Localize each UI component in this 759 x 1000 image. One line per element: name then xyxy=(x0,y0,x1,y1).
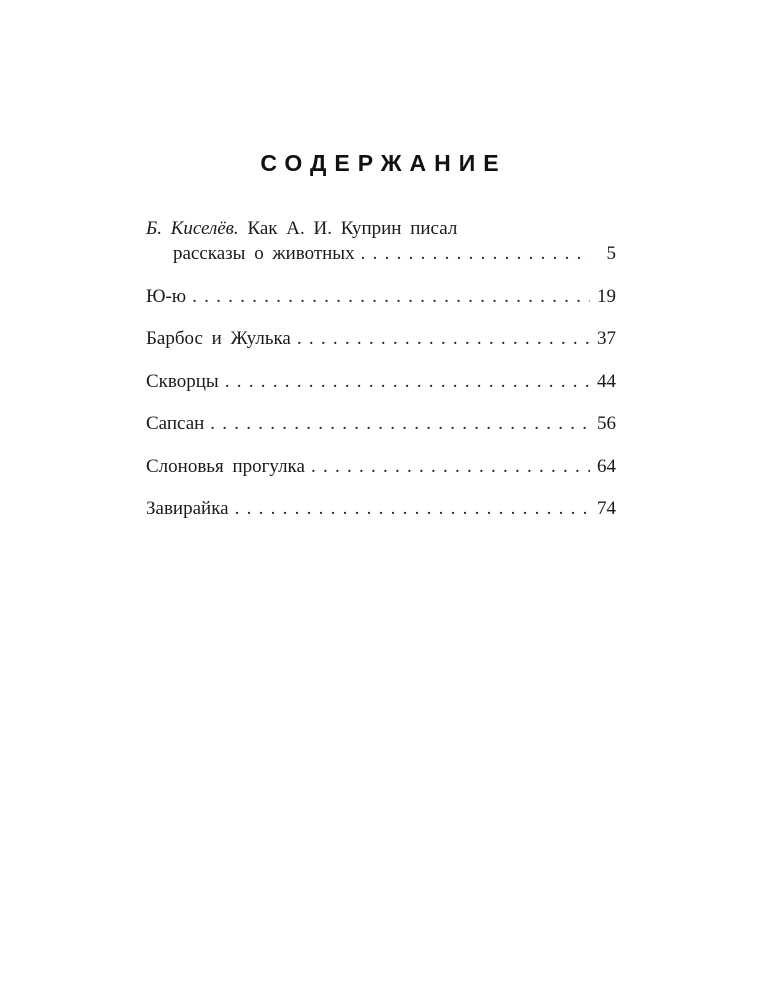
dot-leader xyxy=(235,496,590,521)
toc-entry-title: Скворцы xyxy=(146,370,219,392)
toc-entry-intro-line1 xyxy=(146,216,616,241)
toc-entry-title-line1: Как А. И. Куприн писал xyxy=(247,218,458,239)
toc-entry-title: Барбос и Жулька xyxy=(146,328,291,349)
dot-leader xyxy=(361,241,590,266)
toc-entry-title: Ю-ю xyxy=(146,285,187,307)
toc-entry-page: 44 xyxy=(597,370,616,392)
toc-entry-title-line2: рассказы о животных xyxy=(173,243,355,264)
dot-leader xyxy=(210,411,590,436)
dot-leader xyxy=(192,284,590,309)
toc-entry-skvortsy xyxy=(146,369,616,394)
toc-entry-slonovya-progulka xyxy=(146,454,616,479)
toc-entry-intro-line2 xyxy=(146,241,616,266)
dot-leader xyxy=(297,326,590,351)
toc-entry-sapsan xyxy=(146,411,616,436)
toc-entry-title: Слоновья прогулка xyxy=(146,455,305,477)
toc-entry-intro xyxy=(146,216,616,266)
dot-leader xyxy=(311,454,590,479)
toc-entry-page: 37 xyxy=(597,328,616,349)
dot-leader xyxy=(225,369,590,394)
toc-entry-title: Завирайка xyxy=(146,498,229,519)
toc-entry-zavirayka xyxy=(146,496,616,521)
contents-heading: СОДЕРЖАНИЕ xyxy=(260,150,507,176)
toc-entry-page: 56 xyxy=(597,413,616,434)
toc-entry-page: 19 xyxy=(597,285,616,307)
toc-entry-page: 74 xyxy=(597,498,616,519)
toc-entry-author: Б. Киселёв. xyxy=(146,218,239,239)
toc-entry-barbos-i-zhulka xyxy=(146,326,616,351)
table-of-contents xyxy=(146,216,616,539)
toc-entry-title: Сапсан xyxy=(146,413,205,434)
toc-entry-yu-yu xyxy=(146,284,616,309)
toc-entry-page: 64 xyxy=(597,455,616,477)
toc-entry-page: 5 xyxy=(606,243,616,264)
